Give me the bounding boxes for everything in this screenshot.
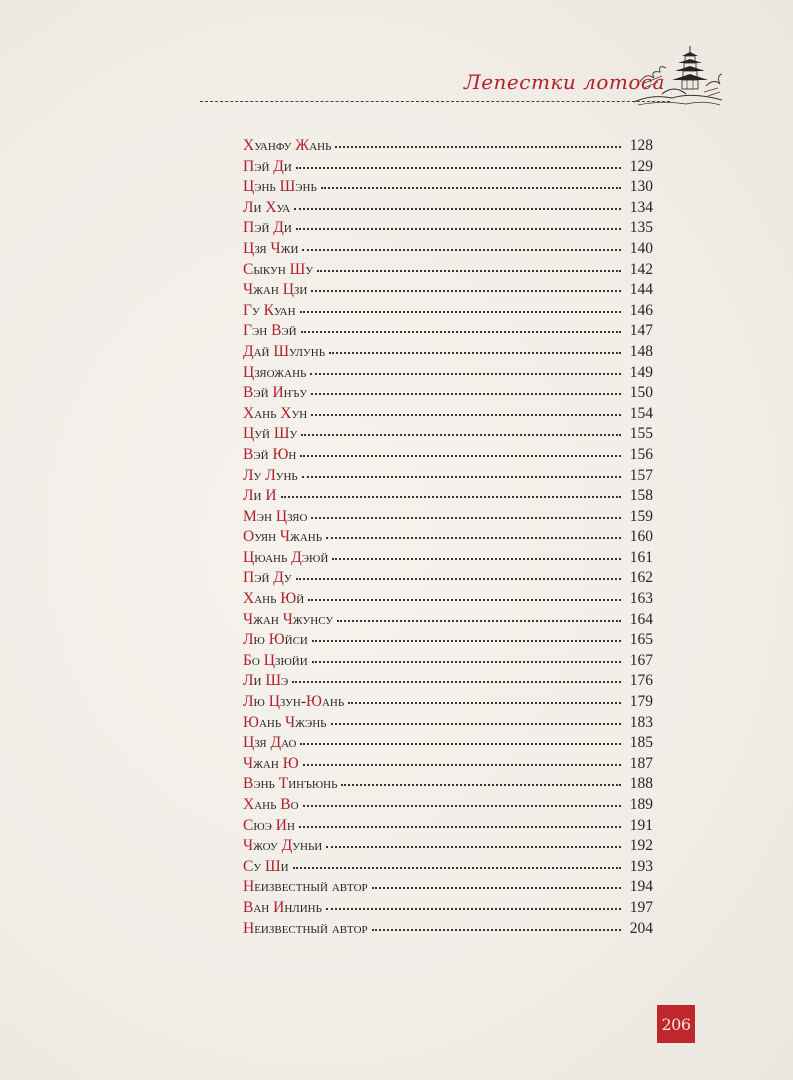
- toc-entry: [243, 733, 653, 754]
- toc-entry: [243, 651, 653, 672]
- toc-entry-name: Ли И: [243, 487, 277, 505]
- toc-leader-dots: [302, 476, 621, 478]
- running-header: [200, 50, 720, 110]
- toc-entry: [243, 795, 653, 816]
- toc-entry: [243, 218, 653, 239]
- running-header-title: Лепестки лотоса: [464, 70, 665, 94]
- toc-entry-name: Вэнь Тинъюнь: [243, 775, 338, 793]
- toc-entry-name: Чжан Ю: [243, 754, 299, 772]
- toc-entry-page: 158: [629, 487, 653, 505]
- toc-entry: [243, 198, 653, 219]
- toc-entry-page: 204: [629, 919, 653, 937]
- toc-entry: [243, 857, 653, 878]
- toc-entry: [243, 507, 653, 528]
- toc-entry-page: 150: [629, 384, 653, 402]
- toc-leader-dots: [311, 290, 621, 292]
- toc-entry-page: 191: [629, 816, 653, 834]
- toc-entry-name: Мэн Цзяо: [243, 507, 308, 525]
- toc-entry-name: Ли Хуа: [243, 198, 291, 216]
- toc-entry: [243, 610, 653, 631]
- toc-entry: [243, 774, 653, 795]
- toc-entry-name: Оуян Чжань: [243, 528, 323, 546]
- toc-entry: [243, 157, 653, 178]
- toc-entry: [243, 836, 653, 857]
- toc-entry-page: 128: [629, 137, 653, 154]
- toc-entry-page: 162: [629, 569, 653, 587]
- toc-leader-dots: [301, 331, 621, 333]
- toc-leader-dots: [335, 146, 621, 148]
- toc-leader-dots: [292, 681, 621, 683]
- toc-entry-page: 197: [629, 898, 653, 916]
- toc-entry-name: Сыкун Шу: [243, 260, 314, 278]
- toc-leader-dots: [311, 414, 621, 416]
- toc-entry-page: 134: [629, 198, 653, 216]
- toc-entry: [243, 280, 653, 301]
- toc-entry: [243, 445, 653, 466]
- toc-leader-dots: [326, 846, 621, 848]
- toc-entry-page: 165: [629, 631, 653, 649]
- toc-entry-page: 155: [629, 425, 653, 443]
- toc-entry: [243, 321, 653, 342]
- toc-entry-name: Цэнь Шэнь: [243, 178, 317, 196]
- toc-entry-page: 154: [629, 404, 653, 422]
- toc-entry-page: 160: [629, 528, 653, 546]
- toc-leader-dots: [299, 826, 621, 828]
- toc-entry-name: Пэй Ди: [243, 219, 292, 237]
- toc-entry-name: Юань Чжэнь: [243, 713, 327, 731]
- toc-entry: [243, 527, 653, 548]
- toc-entry-page: 179: [629, 693, 653, 711]
- toc-entry-name: Чжан Чжунсу: [243, 610, 334, 628]
- toc-leader-dots: [301, 434, 621, 436]
- toc-entry: [243, 568, 653, 589]
- toc-entry-name: Ли Шэ: [243, 672, 289, 690]
- toc-leader-dots: [300, 455, 621, 457]
- toc-entry-page: 183: [629, 713, 653, 731]
- toc-entry-name: Лю Цзун-Юань: [243, 693, 345, 711]
- toc-entry-page: 129: [629, 157, 653, 175]
- toc-entry-name: Лу Лунь: [243, 466, 298, 484]
- toc-entry-page: 187: [629, 754, 653, 772]
- toc-entry-page: 164: [629, 610, 653, 628]
- toc-entry-name: Хань Во: [243, 796, 299, 813]
- toc-leader-dots: [293, 867, 621, 869]
- toc-leader-dots: [296, 228, 621, 230]
- toc-entry-name: Су Ши: [243, 857, 289, 875]
- toc-leader-dots: [308, 599, 621, 601]
- toc-entry-name: Чжоу Дуньи: [243, 837, 323, 855]
- toc-leader-dots: [329, 352, 621, 354]
- toc-entry: [243, 548, 653, 569]
- toc-leader-dots: [331, 723, 622, 725]
- toc-entry-page: 163: [629, 590, 653, 608]
- toc-entry-name: Цзя Дао: [243, 734, 297, 752]
- toc-leader-dots: [341, 784, 621, 786]
- toc-leader-dots: [332, 558, 621, 560]
- toc-leader-dots: [312, 661, 621, 663]
- toc-leader-dots: [312, 640, 621, 642]
- toc-leader-dots: [296, 578, 621, 580]
- toc-entry-page: 167: [629, 651, 653, 669]
- toc-leader-dots: [296, 167, 621, 169]
- toc-entry: [243, 363, 653, 384]
- toc-entry-name: Пэй Ди: [243, 157, 292, 175]
- toc-entry-page: 135: [629, 219, 653, 237]
- toc-entry-name: Пэй Ду: [243, 569, 292, 587]
- toc-entry: [243, 754, 653, 775]
- toc-entry: [243, 136, 653, 157]
- toc-entry-name: Вэй Юн: [243, 445, 297, 463]
- toc-entry-name: Хань Юй: [243, 590, 305, 608]
- toc-leader-dots: [372, 887, 621, 889]
- toc-entry: [243, 383, 653, 404]
- toc-leader-dots: [294, 208, 621, 210]
- toc-entry-page: 140: [629, 239, 653, 257]
- toc-entry-name: Хань Хун: [243, 404, 308, 422]
- toc-entry-page: 130: [629, 178, 653, 196]
- toc-entry-name: Вэй Инъу: [243, 384, 308, 402]
- toc-entry: [243, 692, 653, 713]
- toc-entry: [243, 713, 653, 734]
- toc-entry-page: 142: [629, 260, 653, 278]
- toc-entry-name: Бо Цзюйи: [243, 651, 308, 669]
- toc-entry-name: Ван Инлинь: [243, 898, 322, 916]
- toc-entry-name: Цюань Дэюй: [243, 548, 329, 566]
- toc-entry-name: Сюэ Ин: [243, 816, 295, 834]
- toc-entry-name: Хуанфу Жань: [243, 137, 332, 154]
- toc-entry: [243, 177, 653, 198]
- toc-entry-page: 147: [629, 322, 653, 340]
- toc-entry-page: 156: [629, 445, 653, 463]
- toc-leader-dots: [302, 249, 621, 251]
- toc-entry-page: 148: [629, 342, 653, 360]
- toc-entry-page: 161: [629, 548, 653, 566]
- toc-leader-dots: [337, 620, 621, 622]
- toc-entry-page: 193: [629, 857, 653, 875]
- toc-entry: [243, 486, 653, 507]
- toc-entry: [243, 671, 653, 692]
- toc-entry: [243, 919, 653, 940]
- toc-entry-name: Цуй Шу: [243, 425, 298, 443]
- toc-entry: [243, 466, 653, 487]
- toc-entry: [243, 404, 653, 425]
- toc-entry-name: Дай Шулунь: [243, 342, 326, 360]
- toc-leader-dots: [311, 517, 621, 519]
- toc-entry-page: 185: [629, 734, 653, 752]
- toc-entry-name: Лю Юйси: [243, 631, 308, 649]
- toc-leader-dots: [310, 373, 621, 375]
- toc-entry-name: Гу Куан: [243, 301, 296, 319]
- toc-entry-name: Гэн Вэй: [243, 322, 297, 340]
- toc-leader-dots: [281, 496, 621, 498]
- toc-entry-page: 192: [629, 837, 653, 855]
- toc-leader-dots: [300, 743, 621, 745]
- toc-entry-name: Неизвестный автор: [243, 919, 368, 937]
- page-number-badge: 206: [657, 1005, 695, 1043]
- toc-entry-page: 176: [629, 672, 653, 690]
- toc-entry-name: Цзяожань: [243, 363, 307, 381]
- toc-entry-page: 149: [629, 363, 653, 381]
- toc-entry-name: Цзя Чжи: [243, 239, 299, 257]
- table-of-contents: [243, 136, 653, 939]
- header-divider: [200, 101, 670, 102]
- toc-leader-dots: [326, 908, 621, 910]
- toc-leader-dots: [303, 764, 621, 766]
- toc-entry: [243, 630, 653, 651]
- toc-entry: [243, 898, 653, 919]
- toc-entry-page: 157: [629, 466, 653, 484]
- toc-leader-dots: [326, 537, 621, 539]
- toc-leader-dots: [321, 187, 621, 189]
- toc-entry-name: Чжан Цзи: [243, 281, 308, 299]
- toc-leader-dots: [311, 393, 621, 395]
- toc-leader-dots: [303, 805, 621, 807]
- toc-entry-page: 144: [629, 281, 653, 299]
- toc-entry-page: 159: [629, 507, 653, 525]
- toc-entry-page: 146: [629, 301, 653, 319]
- toc-entry-page: 188: [629, 775, 653, 793]
- toc-leader-dots: [348, 702, 621, 704]
- toc-entry: [243, 589, 653, 610]
- toc-entry: [243, 877, 653, 898]
- toc-entry: [243, 816, 653, 837]
- toc-entry-page: 194: [629, 878, 653, 896]
- toc-entry: [243, 260, 653, 281]
- toc-entry-name: Неизвестный автор: [243, 878, 368, 896]
- toc-leader-dots: [317, 270, 621, 272]
- toc-entry-page: 189: [629, 796, 653, 813]
- toc-entry: [243, 424, 653, 445]
- toc-entry: [243, 239, 653, 260]
- toc-entry: [243, 342, 653, 363]
- toc-leader-dots: [372, 929, 621, 931]
- toc-entry: [243, 301, 653, 322]
- toc-leader-dots: [300, 311, 621, 313]
